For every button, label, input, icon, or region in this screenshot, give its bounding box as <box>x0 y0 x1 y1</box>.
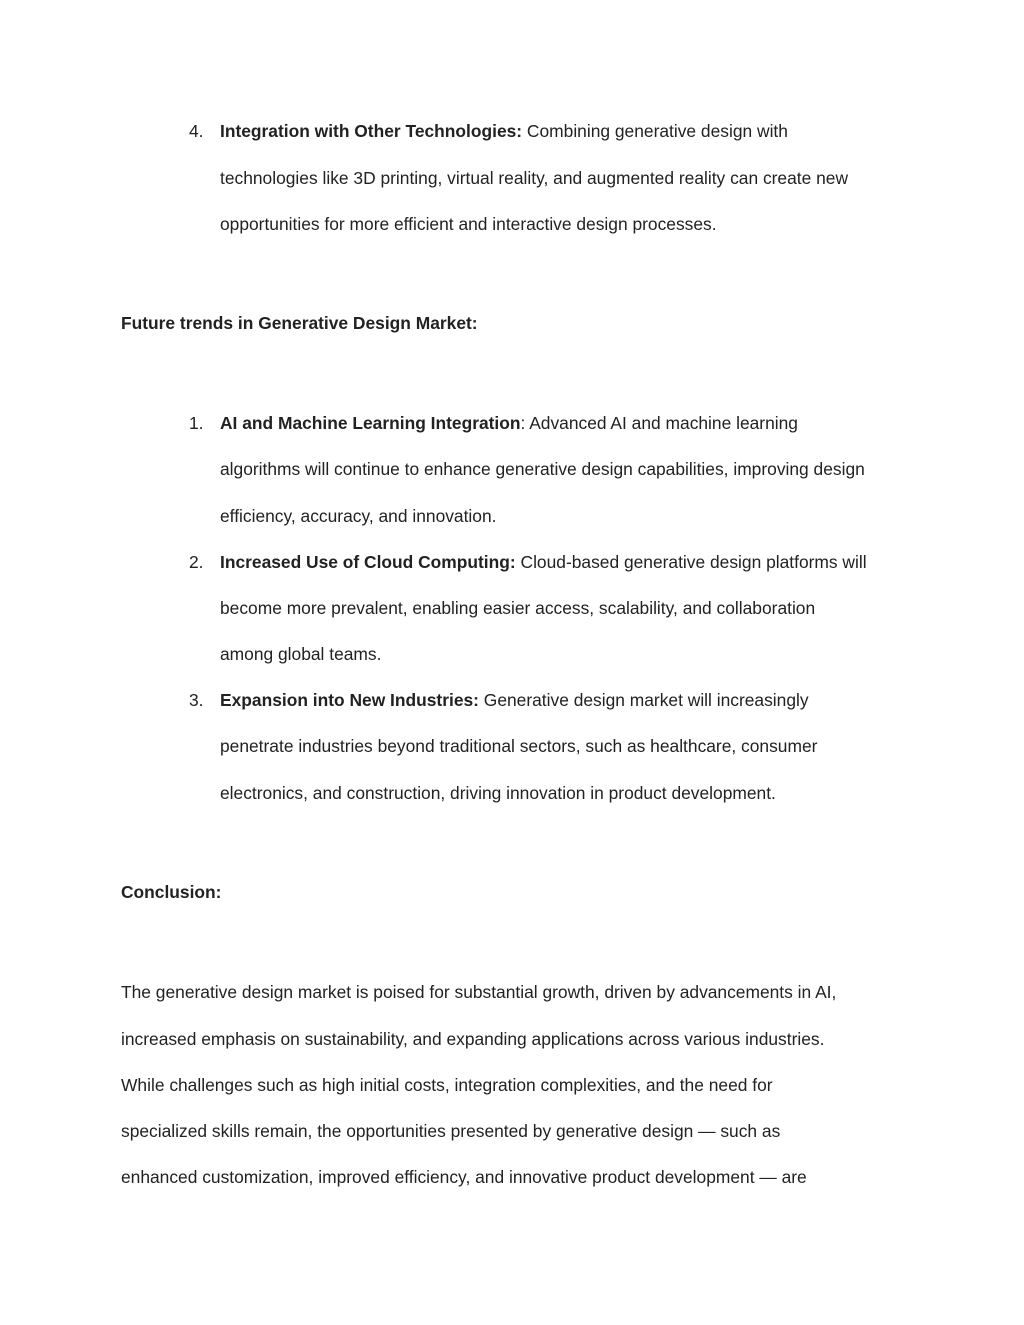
list-item-line: become more prevalent, enabling easier access, scalability, and collaboration <box>220 598 816 618</box>
list-item-line: penetrate industries beyond traditional sectors, such as healthcare, consumer <box>220 736 818 756</box>
list-item-title: Expansion into New Industries: <box>220 690 479 710</box>
list-number: 3. <box>189 690 204 710</box>
list-number: 2. <box>189 552 204 572</box>
section-heading-conclusion: Conclusion: <box>121 882 222 902</box>
paragraph-line: specialized skills remain, the opportunities presented by generative design — such as <box>121 1121 781 1141</box>
list-item-line: Integration with Other Technologies: Combining generative design with <box>220 121 788 141</box>
list-item-line: opportunities for more efficient and interactive design processes. <box>220 214 717 234</box>
list-item-line: among global teams. <box>220 644 382 664</box>
list-item-line: efficiency, accuracy, and innovation. <box>220 506 497 526</box>
list-item-line: algorithms will continue to enhance generative design capabilities, improving design <box>220 459 865 479</box>
section-heading-future-trends: Future trends in Generative Design Market: <box>121 313 478 333</box>
list-item-title: Increased Use of Cloud Computing: <box>220 552 516 572</box>
list-number: 4. <box>189 121 204 141</box>
paragraph-line: increased emphasis on sustainability, and expanding applications across various industries. <box>121 1029 825 1049</box>
paragraph-line: While challenges such as high initial costs, integration complexities, and the need for <box>121 1075 773 1095</box>
list-item-title: Integration with Other Technologies: <box>220 121 523 141</box>
paragraph-line: The generative design market is poised for substantial growth, driven by advancements in AI, <box>121 982 837 1002</box>
list-item-title: AI and Machine Learning Integration <box>220 413 521 433</box>
list-item-line: Increased Use of Cloud Computing: Cloud-based generative design platforms will <box>220 552 867 572</box>
list-item-line: electronics, and construction, driving innovation in product development. <box>220 783 776 803</box>
list-item-line: Expansion into New Industries: Generative design market will increasingly <box>220 690 809 710</box>
list-item-line: technologies like 3D printing, virtual reality, and augmented reality can create new <box>220 168 849 188</box>
paragraph-line: enhanced customization, improved efficiency, and innovative product development — are <box>121 1167 807 1187</box>
list-item-line: AI and Machine Learning Integration: Advanced AI and machine learning <box>220 413 798 433</box>
list-number: 1. <box>189 413 204 433</box>
